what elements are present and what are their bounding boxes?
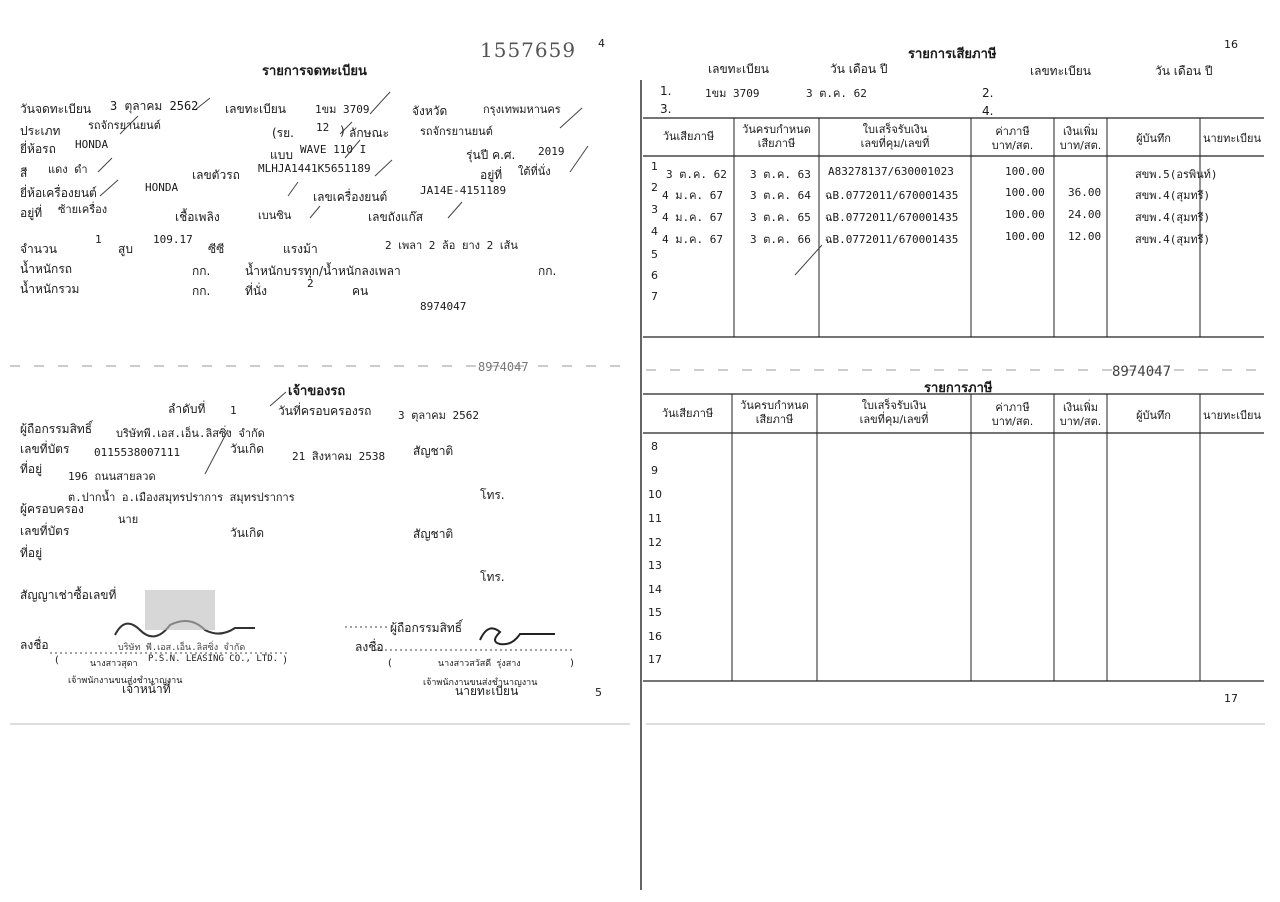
row-number: 16 xyxy=(648,630,662,643)
due-date: 3 ต.ค. 66 xyxy=(750,233,811,246)
section-title-tax-list: รายการภาษี xyxy=(924,381,993,396)
row-number: 11 xyxy=(648,512,662,525)
recorder: สขพ.4(สุมทรี) xyxy=(1135,211,1211,224)
col-header-registrar: นายทะเบียน xyxy=(1202,409,1261,422)
chassis-value: MLHJA1441K5651189 xyxy=(258,162,371,175)
col-header-recorder: ผู้บันทึก xyxy=(1136,132,1171,145)
order-value: 1 xyxy=(230,404,237,417)
type-value: รถจักรยานยนต์ xyxy=(88,119,161,132)
load-label: น้ำหนักบรรทุก/น้ำหนักลงเพลา xyxy=(245,264,401,278)
col-header-recorder: ผู้บันทึก xyxy=(1136,409,1171,422)
paren-open-1: ( xyxy=(55,655,59,666)
row-number: 6 xyxy=(651,269,658,282)
kg3: กก. xyxy=(192,284,211,298)
registrar-name: นางสาวสวัสดี รุ่งสาง xyxy=(438,659,521,669)
recorder: สขพ.5(อรพินท์) xyxy=(1135,168,1218,181)
reg-date-value: 3 ตุลาคม 2562 xyxy=(110,99,199,113)
row-number: 9 xyxy=(651,464,658,477)
row-number: 14 xyxy=(648,583,662,596)
chassis-label: เลขตัวรถ xyxy=(192,168,240,182)
fine-amount: 36.00 xyxy=(1068,186,1102,199)
location2-label: อยู่ที่ xyxy=(20,206,43,220)
signature-scribble-2 xyxy=(480,628,555,644)
sign1-label: ลงชื่อ xyxy=(20,638,49,652)
brand-label: ยี่ห้อรถ xyxy=(20,142,56,156)
cc-label: ซีซี xyxy=(208,242,225,256)
page-number-16: 16 xyxy=(1224,38,1238,51)
plate-row-2-no: 3. xyxy=(660,102,672,116)
reg-no-header-1: เลขทะเบียน xyxy=(708,62,769,76)
address-line2: ต.ปากน้ำ อ.เมืองสมุทรปราการ สมุทรปราการ xyxy=(68,491,295,504)
weight-label: น้ำหนักรถ xyxy=(20,262,73,276)
row-number: 1 xyxy=(651,160,658,173)
row-number: 12 xyxy=(648,536,662,549)
row-number: 15 xyxy=(648,606,662,619)
id-value: 0115538007111 xyxy=(94,446,181,459)
receipt-no: ฉB.0772011/670001435 xyxy=(825,233,959,246)
birth-value: 21 สิงหาคม 2538 xyxy=(292,450,386,463)
row-number: 4 xyxy=(651,225,658,238)
engine-brand-value: HONDA xyxy=(145,181,179,194)
count-value: 1 xyxy=(95,233,102,246)
year-label: รุ่นปี ค.ศ. xyxy=(466,148,516,162)
plate-row-1-no: 1. xyxy=(660,84,672,98)
col-header-fine: เงินเพิ่ม บาท/สต. xyxy=(1059,401,1102,428)
style-label: ลักษณะ xyxy=(349,126,390,140)
order-label: ลำดับที่ xyxy=(168,402,206,416)
seats-value: 2 xyxy=(307,277,314,290)
reg-no-label: เลขทะเบียน xyxy=(225,102,286,116)
paid-date: 4 ม.ค. 67 xyxy=(662,211,723,224)
location1-value: ใต้ที่นั่ง xyxy=(518,165,551,178)
location1-label: อยู่ที่ xyxy=(480,168,503,182)
section-title-registration: รายการจดทะเบียน xyxy=(262,64,367,79)
col-header-due-date: วันครบกำหนด เสียภาษี xyxy=(742,123,811,150)
brand-value: HONDA xyxy=(75,138,109,151)
engine-no-value: JA14E-4151189 xyxy=(420,184,507,197)
owner-value: บริษัทพี.เอส.เอ็น.ลิสซิ่ง จำกัด xyxy=(116,427,265,440)
engine-no-label: เลขเครื่องยนต์ xyxy=(313,190,388,204)
address-label: ที่อยู่ xyxy=(20,462,43,476)
color-value: แดง ดำ xyxy=(48,163,88,176)
company-stamp-en: P.S.N. LEASING CO., LTD. xyxy=(148,654,279,664)
col-header-fine: เงินเพิ่ม บาท/สต. xyxy=(1059,125,1102,152)
recorder: สขพ.4(สุมทรี) xyxy=(1135,189,1211,202)
date-header-2: วัน เดือน ปี xyxy=(1155,64,1213,78)
due-date: 3 ต.ค. 65 xyxy=(750,211,811,224)
kg2: กก. xyxy=(538,264,557,278)
cyl-label: สูบ xyxy=(118,242,133,256)
registrar-title: นายทะเบียน xyxy=(455,684,519,698)
company-stamp-block xyxy=(145,590,215,630)
stamp-fragment-right: 8974047 xyxy=(1112,364,1172,380)
recorder: สขพ.4(สุมทรี) xyxy=(1135,233,1211,246)
nationality-label: สัญชาติ xyxy=(413,444,454,458)
rs-close: ) xyxy=(340,124,345,138)
axle-value: 2 เพลา 2 ล้อ ยาง 2 เส้น xyxy=(385,239,518,252)
owner-sign-label: ผู้ถือกรรมสิทธิ์ xyxy=(390,621,463,635)
tax-amount: 100.00 xyxy=(1005,230,1045,243)
contract-label: สัญญาเช่าซื้อเลขที่ xyxy=(20,588,117,602)
location2-value: ซ้ายเครื่อง xyxy=(58,203,108,216)
rs-value: 12 xyxy=(316,121,330,134)
stamp-fragment: 8974047 xyxy=(478,360,529,374)
date-header-1: วัน เดือน ปี xyxy=(830,62,888,76)
fuel-label: เชื้อเพลิง xyxy=(175,210,220,224)
registrar-role: เจ้าพนักงานขนส่งชำนาญงาน xyxy=(423,678,538,688)
company-stamp-th: บริษัท พี.เอส.เอ็น.ลิสซิ่ง จำกัด xyxy=(118,643,246,653)
possession-date-value: 3 ตุลาคม 2562 xyxy=(398,409,480,422)
row-number: 7 xyxy=(651,290,658,303)
seats-unit: คน xyxy=(352,284,369,298)
reg-no-value: 1ขม 3709 xyxy=(315,103,370,116)
tax-amount: 100.00 xyxy=(1005,208,1045,221)
plate-row-2-no2: 4. xyxy=(982,104,994,118)
officer-title: เจ้าหน้าที่ xyxy=(122,682,171,696)
cc-value: 109.17 xyxy=(153,233,193,246)
officer-role: เจ้าพนักงานขนส่งชำนาญงาน xyxy=(68,676,183,686)
reg-no-header-2: เลขทะเบียน xyxy=(1030,64,1091,78)
plate-row-1-date: 3 ต.ค. 62 xyxy=(806,87,867,100)
row-number: 2 xyxy=(651,181,658,194)
col-header-tax: ค่าภาษี บาท/สต. xyxy=(991,125,1034,152)
tax-table-bottom-grid xyxy=(643,394,1264,681)
paren-close-1: ) xyxy=(283,655,287,666)
col-header-due-date: วันครบกำหนด เสียภาษี xyxy=(740,399,809,426)
receipt-no: ฉB.0772011/670001435 xyxy=(825,189,959,202)
page-number: 4 xyxy=(598,37,605,50)
paren-close-2: ) xyxy=(570,658,574,669)
fine-amount: 12.00 xyxy=(1068,230,1102,243)
paid-date: 4 ม.ค. 67 xyxy=(662,233,723,246)
total-weight-label: น้ำหนักรวม xyxy=(20,282,80,296)
id2-label: เลขที่บัตร xyxy=(20,524,70,538)
kg1: กก. xyxy=(192,264,211,278)
row-number: 3 xyxy=(651,203,658,216)
fine-amount: 24.00 xyxy=(1068,208,1102,221)
col-header-receipt: ใบเสร็จรับเงิน เลขที่คุม/เลขที่ xyxy=(859,399,929,426)
paren-open-2: ( xyxy=(388,658,392,669)
col-header-tax: ค่าภาษี บาท/สต. xyxy=(991,401,1034,428)
section-title-tax: รายการเสียภาษี xyxy=(908,47,997,62)
plate-row-1-plate: 1ขม 3709 xyxy=(705,87,760,100)
col-header-paid-date: วันเสียภาษี xyxy=(662,130,715,143)
col-header-receipt: ใบเสร็จรับเงิน เลขที่คุม/เลขที่ xyxy=(860,123,930,150)
tax-amount: 100.00 xyxy=(1005,186,1045,199)
paid-date: 4 ม.ค. 67 xyxy=(662,189,723,202)
plate-row-1-no2: 2. xyxy=(982,86,994,100)
page-number-5: 5 xyxy=(595,686,602,699)
tax-amount: 100.00 xyxy=(1005,165,1045,178)
receipt-no: ฉB.0772011/670001435 xyxy=(825,211,959,224)
row-number: 13 xyxy=(648,559,662,572)
sign2-label: ลงชื่อ xyxy=(355,640,384,654)
row-number: 17 xyxy=(648,653,662,666)
officer-name: นางสาวสุดา xyxy=(90,659,138,669)
col-header-paid-date: วันเสียภาษี xyxy=(661,407,714,420)
col-header-registrar: นายทะเบียน xyxy=(1202,132,1261,145)
handwritten-number: 1557659 xyxy=(480,38,577,62)
due-date: 3 ต.ค. 63 xyxy=(750,168,811,181)
color-label: สี xyxy=(20,166,28,180)
gas-tank-label: เลขถังแก๊ส xyxy=(368,210,424,224)
paid-date: 3 ต.ค. 62 xyxy=(666,168,727,181)
receipt-no: A83278137/630001023 xyxy=(828,165,954,178)
possession-date-label: วันที่ครอบครองรถ xyxy=(278,404,372,418)
count-label: จำนวน xyxy=(20,242,57,256)
nationality2-label: สัญชาติ xyxy=(413,527,454,541)
model-value: WAVE 110 I xyxy=(300,143,367,156)
model-label: แบบ xyxy=(270,148,293,162)
province-value: กรุงเทพมหานคร xyxy=(483,103,561,116)
row-number: 10 xyxy=(648,488,662,501)
province-label: จังหวัด xyxy=(412,104,448,118)
rs-open: (รย. xyxy=(272,126,294,140)
row-number: 8 xyxy=(651,440,658,453)
address-line1: 196 ถนนสายลวด xyxy=(68,470,156,483)
fuel-value: เบนซิน xyxy=(258,209,292,222)
row-number: 5 xyxy=(651,248,658,261)
doc-number: 8974047 xyxy=(420,300,467,313)
style-value: รถจักรยานยนต์ xyxy=(420,125,493,138)
reg-date-label: วันจดทะเบียน xyxy=(20,102,92,116)
engine-brand-label: ยี่ห้อเครื่องยนต์ xyxy=(20,186,97,200)
address2-label: ที่อยู่ xyxy=(20,546,43,560)
phone-label: โทร. xyxy=(480,488,505,502)
phone2-label: โทร. xyxy=(480,570,505,584)
due-date: 3 ต.ค. 64 xyxy=(750,189,811,202)
page-number-17: 17 xyxy=(1224,692,1238,705)
holder-value: นาย xyxy=(118,513,139,526)
birth-label: วันเกิด xyxy=(230,442,265,456)
year-value: 2019 xyxy=(538,145,565,158)
owner-label: ผู้ถือกรรมสิทธิ์ xyxy=(20,422,93,436)
birth2-label: วันเกิด xyxy=(230,526,265,540)
section-title-owner: เจ้าของรถ xyxy=(288,384,346,399)
type-label: ประเภท xyxy=(20,124,61,138)
seats-label: ที่นั่ง xyxy=(245,284,267,298)
hp-label: แรงม้า xyxy=(283,242,318,256)
id-label: เลขที่บัตร xyxy=(20,442,70,456)
holder-label: ผู้ครอบครอง xyxy=(20,502,84,516)
